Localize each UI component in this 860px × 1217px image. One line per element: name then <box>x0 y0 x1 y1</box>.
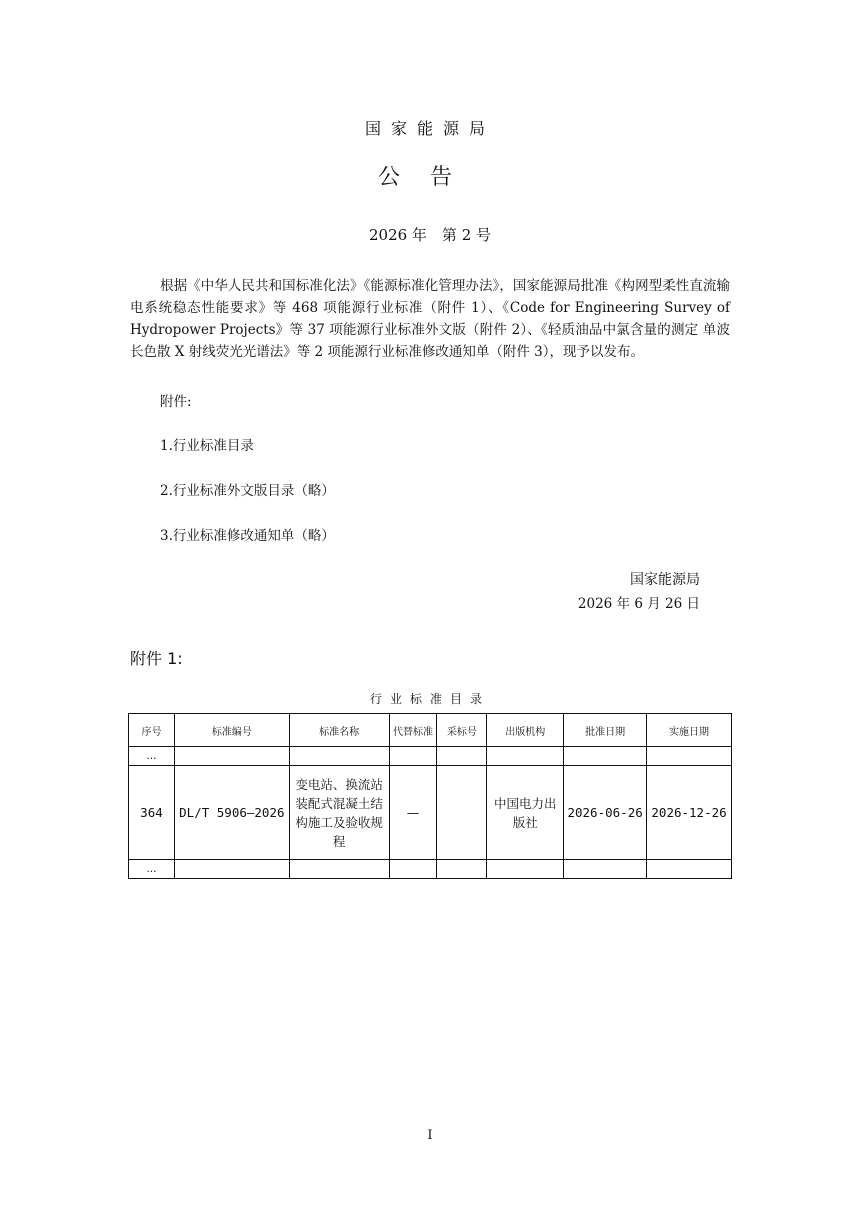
cell-seq: 364 <box>129 766 175 860</box>
attachments-label: 附件: <box>160 394 192 410</box>
col-header-replaces: 代替标准 <box>389 714 437 747</box>
cell-approved: 2026-06-26 <box>564 766 647 860</box>
announcement-number: 2026 年 第 2 号 <box>368 226 492 244</box>
signature-org: 国家能源局 <box>630 572 700 588</box>
cell-effective: 2026-12-26 <box>647 766 732 860</box>
cell-adopted <box>437 766 487 860</box>
attachment-item-1: 1.行业标准目录 <box>160 438 254 454</box>
page-number: I <box>427 1128 433 1143</box>
table-header-row <box>129 714 732 747</box>
announcement-body <box>130 275 730 363</box>
col-header-seq: 序号 <box>129 714 175 747</box>
table-row <box>129 860 732 879</box>
body-paragraph: 根据《中华人民共和国标准化法》《能源标准化管理办法》，国家能源局批准《构网型柔性直流输电系统稳态性能要求》等 468 项能源行业标准（附件 1）、《Code for Engineering Survey of Hydropower Projects》等 37 项能源行业标准外文版（附件 2）、《轻质油品中氯含量的测定 单波长色散 X 射线荧光光谱法》等 2 项能源行业标准修改通知单（附件 3），现予以发布。 <box>130 278 730 360</box>
table-row <box>129 747 732 766</box>
issuer-heading: 国家能源局 <box>364 119 495 138</box>
col-header-code: 标准编号 <box>174 714 289 747</box>
col-header-approved: 批准日期 <box>564 714 647 747</box>
document-title: 公告 <box>377 165 482 190</box>
col-header-name: 标准名称 <box>289 714 389 747</box>
table-row <box>129 766 732 860</box>
signature-date: 2026 年 6 月 26 日 <box>577 596 700 612</box>
attachment-item-3: 3.行业标准修改通知单（略） <box>160 528 335 544</box>
col-header-effective: 实施日期 <box>647 714 732 747</box>
ellipsis-cell: ... <box>129 860 175 879</box>
col-header-adopted: 采标号 <box>437 714 487 747</box>
standards-table <box>128 713 732 879</box>
table-title: 行业标准目录 <box>369 692 490 706</box>
cell-code: DL/T 5906—2026 <box>174 766 289 860</box>
attachment-item-2: 2.行业标准外文版目录（略） <box>160 483 335 499</box>
ellipsis-cell: ... <box>129 747 175 766</box>
cell-replaces: — <box>389 766 437 860</box>
cell-name: 变电站、换流站装配式混凝土结构施工及验收规程 <box>289 766 389 860</box>
cell-publisher: 中国电力出版社 <box>487 766 564 860</box>
col-header-publisher: 出版机构 <box>487 714 564 747</box>
annex-label: 附件 1: <box>130 649 183 668</box>
